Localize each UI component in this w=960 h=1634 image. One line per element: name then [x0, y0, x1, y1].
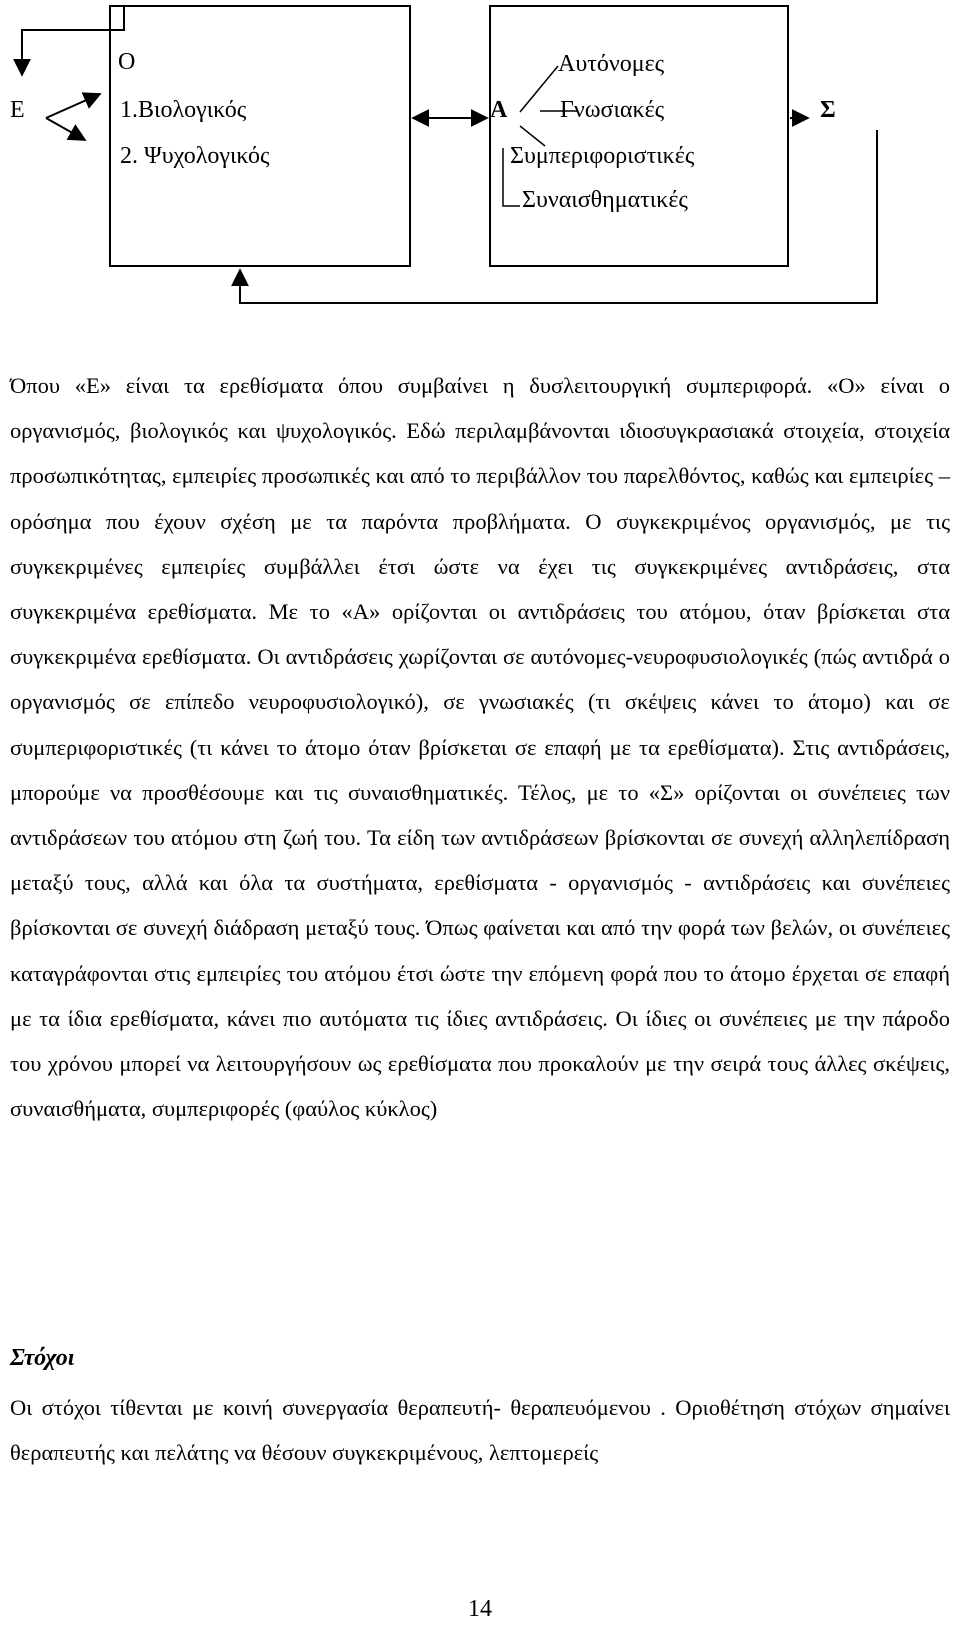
ser-model-diagram	[0, 0, 960, 360]
body-paragraph	[10, 363, 950, 1131]
organism-box	[110, 6, 410, 266]
consequence-label: Σ	[820, 97, 836, 123]
stimulus-arrow-upper	[46, 94, 100, 118]
feedback-line-top	[22, 6, 124, 75]
stimulus-arrow-lower	[46, 118, 85, 140]
organism-item-biological: 1.Βιολογικός	[120, 97, 247, 123]
response-item-autonomic: Αυτόνομες	[558, 51, 665, 77]
page-number: 14	[468, 1596, 492, 1622]
response-branch-upper	[520, 66, 558, 112]
organism-label: Ο	[118, 49, 136, 75]
response-label: Α	[490, 97, 508, 123]
goals-section	[10, 1385, 950, 1475]
organism-item-psychological: 2. Ψυχολογικός	[120, 143, 270, 169]
goals-heading: Στόχοι	[10, 1345, 75, 1371]
body-paragraph-text: Όπου «Ε» είναι τα ερεθίσματα όπου συμβαίνει η δυσλειτουργική συμπεριφορά. «Ο» είναι ο οργανισμός, βιολογικός και ψυχολογικός. Εδώ περιλαμβάνονται ιδιοσυγκρασιακά στοιχεία, στοιχεία προσωπικότητας, εμπειρίες προσωπικές και από το περιβάλλον του παρελθόντος, καθώς και εμπειρίες – ορόσημα που έχουν σχέση με τα παρόντα προβλήματα. Ο συγκεκριμένος οργανισμός, με τις συγκεκριμένες εμπειρίες συμβάλλει έτσι ώστε να έχει τις συγκεκριμένες αντιδράσεις, στα συγκεκριμένα ερεθίσματα. Με το «Α» ορίζονται οι αντιδράσεις του ατόμου, όταν βρίσκεται στα συγκεκριμένα ερεθίσματα. Οι αντιδράσεις χωρίζονται σε αυτόνομες-νευροφυσιολογικές (πώς αντιδρά ο οργανισμός σε επίπεδο νευροφυσιολογικό), σε γνωσιακές (τι σκέψεις κάνει το άτομο) και σε συμπεριφοριστικές (τι κάνει το άτομο όταν βρίσκεται σε επαφή με τα ερεθίσματα). Στις αντιδράσεις, μπορούμε να προσθέσουμε και τις συναισθηματικές. Τέλος, με το «Σ» ορίζονται οι συνέπειες των αντιδράσεων του ατόμου στη ζωή του. Τα είδη των αντιδράσεων βρίσκονται σε συνεχή αλληλεπίδραση μεταξύ τους, αλλά και όλα τα συστήματα, ερεθίσματα - οργανισμός - αντιδράσεις και συνέπειες βρίσκονται σε συνεχή διάδραση μεταξύ τους. Όπως φαίνεται και από την φορά των βελών, οι συνέπειες καταγράφονται στις εμπειρίες του ατόμου έτσι ώστε την επόμενη φορά που το άτομο έρχεται σε επαφή με τα ίδια ερεθίσματα, κάνει πιο αυτόματα τις ίδιες αντιδράσεις. Οι ίδιες οι συνέπειες με την πάροδο του χρόνου μπορεί να λειτουργήσουν ως ερεθίσματα που προκαλούν με την σειρά τους άλλες σκέψεις, συναισθήματα, συμπεριφορές (φαύλος κύκλος)	[10, 373, 950, 1122]
goals-paragraph-text: Οι στόχοι τίθενται με κοινή συνεργασία θεραπευτή- θεραπευόμενου . Οριοθέτηση στόχων σημαίνει θεραπευτής και πελάτης να θέσουν συγκεκριμένους, λεπτομερείς	[10, 1395, 950, 1466]
response-item-cognitive: Γνωσιακές	[560, 97, 665, 123]
stimulus-label: Ε	[10, 97, 25, 123]
response-item-behavioral: Συμπεριφοριστικές	[510, 143, 695, 169]
response-item-emotional: Συναισθηματικές	[522, 187, 688, 213]
response-box	[490, 6, 788, 266]
